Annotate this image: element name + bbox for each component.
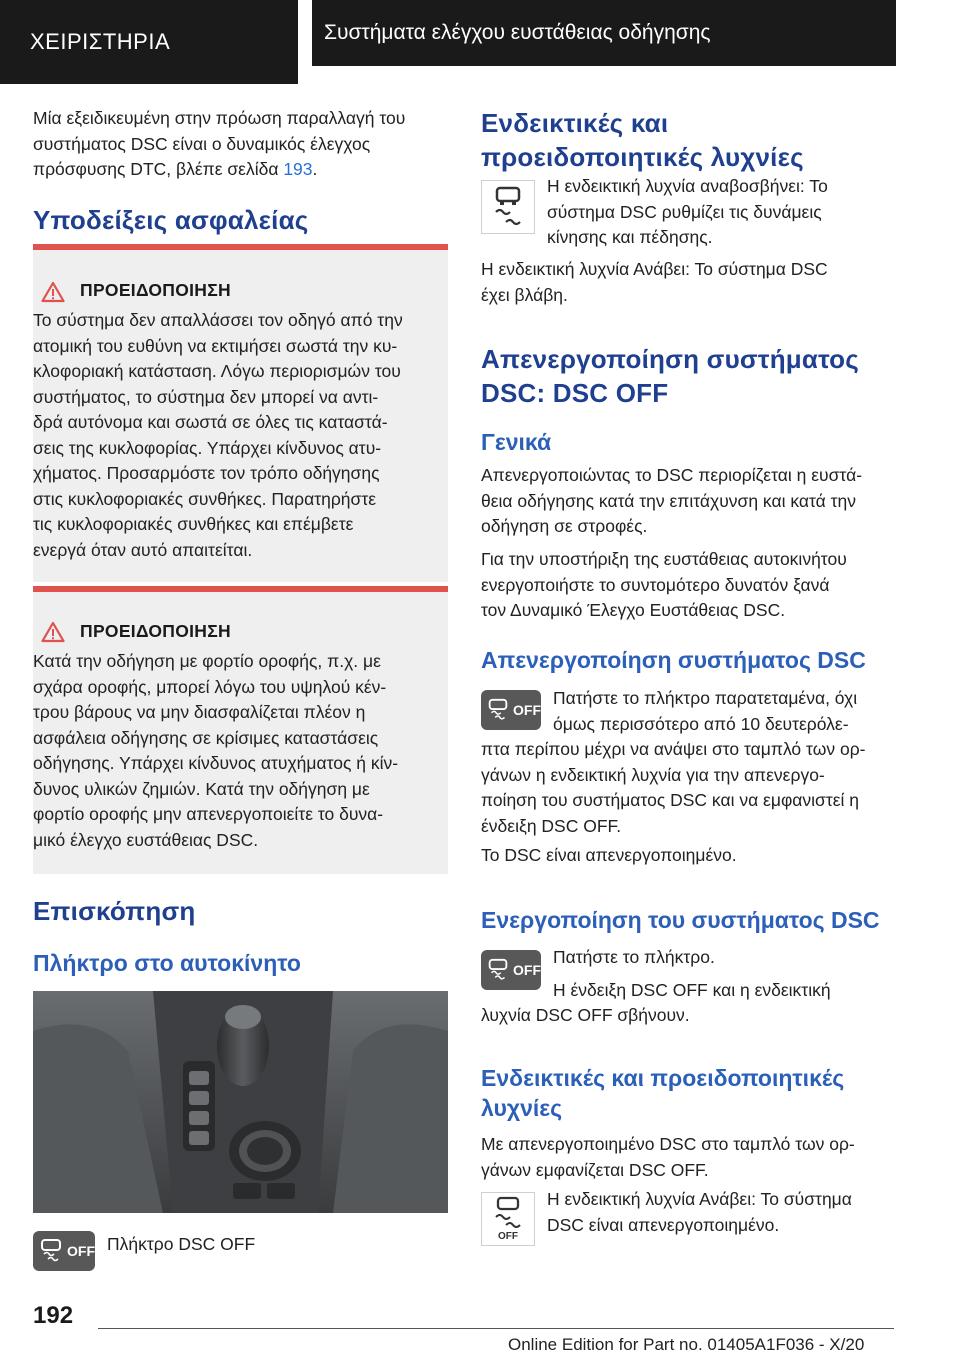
overview-heading: Επισκόπηση xyxy=(33,896,196,926)
warning-text xyxy=(33,649,448,853)
text-line: τον Δυναμικό Έλεγχο Ευστάθειας DSC. xyxy=(481,600,786,620)
indicators2-heading xyxy=(481,1063,911,1123)
car-skid-icon xyxy=(485,956,511,984)
text-line: ενεργά όταν αυτό απαιτείται. xyxy=(33,539,253,560)
dsc-off-key-icon xyxy=(33,1231,95,1271)
text-line: τις κυκλοφοριακές συνθήκες και επέμβετε xyxy=(33,514,354,534)
heading-line: λυχνίες xyxy=(481,1095,563,1121)
warning-text xyxy=(33,308,448,563)
text-line: ατομική του ευθύνη να εκτιμήσει σωστά την κυ- xyxy=(33,335,398,356)
warning-title: ΠΡΟΕΙΔΟΠΟΙΗΣΗ xyxy=(80,280,231,300)
text-line: Το σύστημα δεν απαλλάσσει τον οδηγό από την xyxy=(33,310,403,330)
text-line: έχει βλάβη. xyxy=(481,284,568,305)
blink-description xyxy=(547,174,907,251)
general-paragraph-2 xyxy=(481,547,911,624)
activate-heading: Ενεργοποίηση του συστήματος DSC xyxy=(481,907,880,933)
button-location-heading: Πλήκτρο στο αυτοκίνητο xyxy=(33,950,301,976)
indicators2-lamp-text xyxy=(547,1187,907,1238)
text-line: Πατήστε το πλήκτρο παρατεταμένα, όχι xyxy=(553,688,858,708)
off-label: OFF xyxy=(513,702,541,718)
text-line: μικό έλεγχο ευστάθειας DSC. xyxy=(33,829,259,850)
text-line: δυνος υλικών ζημιών. Κατά την οδήγηση με xyxy=(33,778,370,799)
dsc-lamp-icon xyxy=(481,180,535,234)
page-link[interactable]: 193 xyxy=(283,159,313,179)
text-line: στις κυκλοφοριακές συνθήκες. Παρατηρήστε xyxy=(33,488,377,509)
safety-heading: Υποδείξεις ασφαλείας xyxy=(33,205,309,235)
heading-line: Ενδεικτικές και xyxy=(481,108,669,138)
text-line: DSC είναι απενεργοποιημένο. xyxy=(547,1214,780,1235)
intro-paragraph xyxy=(33,106,453,183)
text-line: φορτίο οροφής μην απενεργοποιείτε το δυνα- xyxy=(33,804,384,824)
text-line: δρά αυτόνομα και σωστά σε όλες τις καταστά- xyxy=(33,412,388,432)
text-line: σύστημα DSC ρυθμίζει τις δυνάμεις xyxy=(547,201,822,222)
text-line: οδήγησης. Υπάρχει κίνδυνος ατυχήματος ή κίν- xyxy=(33,753,399,773)
deactivate-heading xyxy=(481,342,911,410)
text-line: συστήματος, το σύστημα δεν μπορεί να αντι- xyxy=(33,386,379,407)
text-line: σεις της κυκλοφορίας. Υπάρχει κίνδυνος ατυ- xyxy=(33,437,382,458)
heading-line: προειδοποιητικές λυχνίες xyxy=(481,142,804,172)
text-line: χήματος. Προσαρμόστε τον τρόπο οδήγησης xyxy=(33,463,380,483)
text-line: ένδειξη DSC OFF. xyxy=(481,815,622,836)
car-skid-off-icon xyxy=(488,1196,528,1242)
general-paragraph-1 xyxy=(481,463,911,540)
car-skid-icon xyxy=(37,1237,65,1265)
heading-line: Ενδεικτικές και προειδοποιητικές xyxy=(481,1065,845,1091)
text-line: Η ενδεικτική λυχνία Ανάβει: Το σύστημα xyxy=(547,1189,852,1209)
text-line: Απενεργοποιώντας το DSC περιορίζεται η ευστά- xyxy=(481,465,863,485)
text-line: σχάρα οροφής, μπορεί λόγω του υψηλού κέν- xyxy=(33,676,387,697)
activate-instruction: Πατήστε το πλήκτρο. xyxy=(553,947,715,967)
indicators2-text xyxy=(481,1132,911,1183)
dsc-off-key-icon xyxy=(481,690,541,730)
deactivate-instruction-cont xyxy=(481,737,911,839)
page-number: 192 xyxy=(33,1302,74,1329)
section-tab: ΧΕΙΡΙΣΤΗΡΙΑ xyxy=(0,0,298,84)
text-fragment: . xyxy=(312,159,318,179)
deactivate-instruction xyxy=(553,686,913,737)
car-skid-icon xyxy=(488,185,528,229)
svg-text:OFF: OFF xyxy=(498,1231,518,1242)
text-line: γάνων εμφανίζεται DSC OFF. xyxy=(481,1159,709,1180)
warning-box xyxy=(33,244,448,582)
text-line: τρου βάρους να μην διασφαλίζεται πλέον η xyxy=(33,702,366,722)
text-line: Με απενεργοποιημένο DSC στο ταμπλό των ορ- xyxy=(481,1134,855,1154)
deactivate-subheading: Απενεργοποίηση συστήματος DSC xyxy=(481,647,866,673)
general-heading: Γενικά xyxy=(481,429,552,455)
text-line: Η ενδεικτική λυχνία αναβοσβήνει: Το xyxy=(547,176,828,196)
text-line: οδήγηση σε στροφές. xyxy=(481,516,648,536)
car-skid-icon xyxy=(485,696,511,724)
text-line xyxy=(33,157,453,183)
dsc-off-key-icon xyxy=(481,950,541,990)
warning-triangle-icon xyxy=(41,281,65,303)
warning-title: ΠΡΟΕΙΔΟΠΟΙΗΣΗ xyxy=(80,621,231,641)
warning-triangle-icon xyxy=(41,621,65,643)
deactivated-status: Το DSC είναι απενεργοποιημένο. xyxy=(481,845,737,865)
text-line: κλοφοριακή κατάσταση. Λόγω περιορισμών του xyxy=(33,361,401,381)
text-line: ποίηση του συστήματος DSC και να εμφανιστεί η xyxy=(481,790,860,810)
text-fragment: πρόσφυσης DTC, βλέπε σελίδα xyxy=(33,159,284,179)
text-line: Μία εξειδικευμένη στην πρόωση παραλλαγή του xyxy=(33,108,406,128)
text-line: πτα περίπου μέχρι να ανάψει στο ταμπλό των ορ- xyxy=(481,739,866,759)
text-line: Η ενδεικτική λυχνία Ανάβει: Το σύστημα DSC xyxy=(481,259,828,279)
text-line: ενεργοποιήστε το συντομότερο δυνατόν ξανά xyxy=(481,574,830,595)
text-line: όμως περισσότερο από 10 δευτερόλε- xyxy=(553,713,849,734)
console-illustration xyxy=(33,991,448,1213)
off-label: OFF xyxy=(513,962,541,978)
text-line: κίνησης και πέδησης. xyxy=(547,227,713,247)
dsc-off-lamp-icon xyxy=(481,1192,535,1246)
footer-edition: Online Edition for Part no. 01405A1F036 - X/20 xyxy=(508,1335,865,1354)
button-caption: Πλήκτρο DSC OFF xyxy=(107,1234,256,1254)
fault-description xyxy=(481,257,911,308)
text-line: Για την υποστήριξη της ευστάθειας αυτοκινήτου xyxy=(481,549,847,569)
text-line: γάνων η ενδεικτική λυχνία για την απενεργο- xyxy=(481,764,825,785)
heading-line: Απενεργοποίηση συστήματος xyxy=(481,344,859,374)
activate-result-line2: λυχνία DSC OFF σβήνουν. xyxy=(481,1005,690,1025)
heading-line: DSC: DSC OFF xyxy=(481,378,669,408)
car-console-photo xyxy=(33,991,448,1213)
footer-rule xyxy=(98,1328,894,1329)
indicators-heading xyxy=(481,106,911,174)
activate-result-line1: Η ένδειξη DSC OFF και η ενδεικτική xyxy=(553,980,831,1000)
off-label: OFF xyxy=(67,1243,95,1259)
text-line: θεια οδήγησης κατά την επιτάχυνση και κατά την xyxy=(481,490,857,511)
text-line: συστήματος DSC είναι ο δυναμικός έλεγχος xyxy=(33,133,371,154)
text-line: ασφάλεια οδήγησης σε κρίσιμες καταστάσεις xyxy=(33,727,379,748)
text-line: Κατά την οδήγηση με φορτίο οροφής, π.χ. με xyxy=(33,651,381,671)
warning-box xyxy=(33,586,448,874)
chapter-title: Συστήματα ελέγχου ευστάθειας οδήγησης xyxy=(312,0,896,66)
